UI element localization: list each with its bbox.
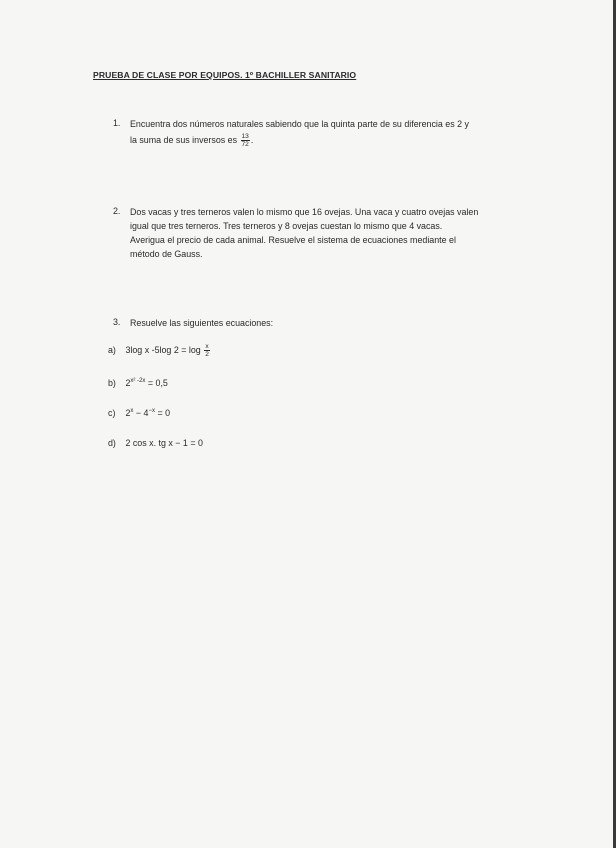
equation-d-text: 2 cos x. tg x − 1 = 0 [125,438,203,448]
question-1-line-1: Encuentra dos números naturales sabiendo que la quinta parte de su diferencia es 2 y [130,119,469,129]
equation-a-left: 3log x -5log 2 = log [125,344,201,355]
equation-c-label: c) [108,408,116,418]
equation-c-exponent-1: x [130,408,134,414]
equation-c-base-1: 2 [125,408,131,418]
question-1-fraction-denominator: 72 [241,141,249,149]
question-1-period: . [250,135,254,145]
equation-c-middle: − 4 [135,408,149,418]
question-1-number: 1. [113,118,121,128]
equation-b [108,378,168,388]
equation-a-fraction [204,343,210,358]
equation-c-exponent-2: −x [148,408,155,414]
equation-c-right: = 0 [157,408,171,418]
equation-a-fraction-numerator: x [205,343,209,350]
question-2-number: 2. [113,206,121,216]
question-2-line-4: método de Gauss. [130,249,203,259]
question-2-line-3: Averigua el precio de cada animal. Resuelve el sistema de ecuaciones mediante el [130,235,456,245]
equation-b-label: b) [108,378,116,388]
question-1-fraction [241,133,250,148]
equation-b-base: 2 [125,378,131,388]
question-2-line-2: igual que tres terneros. Tres terneros y 8 ovejas cuestan lo mismo que 4 vacas. [130,221,443,231]
exam-title: PRUEBA DE CLASE POR EQUIPOS. 1º BACHILLER SANITARIO [93,70,357,80]
equation-a [108,343,211,358]
equation-b-exponent: x² -2x [130,378,146,384]
question-3-number: 3. [113,317,121,327]
question-1-fraction-numerator: 13 [241,133,249,141]
question-2-line-1: Dos vacas y tres terneros valen lo mismo que 16 ovejas. Una vaca y cuatro ovejas valen [130,207,479,217]
question-1-line-2-text: la suma de sus inversos es [130,135,238,145]
equation-c [108,408,170,418]
equation-a-fraction-denominator: 2 [205,351,209,358]
question-3-text: Resuelve las siguientes ecuaciones: [130,318,274,328]
equation-b-right: = 0,5 [147,378,168,388]
equation-d-label: d) [108,438,116,448]
equation-a-label: a) [108,344,116,355]
equation-d [108,438,203,448]
question-1-line-2 [130,133,253,148]
